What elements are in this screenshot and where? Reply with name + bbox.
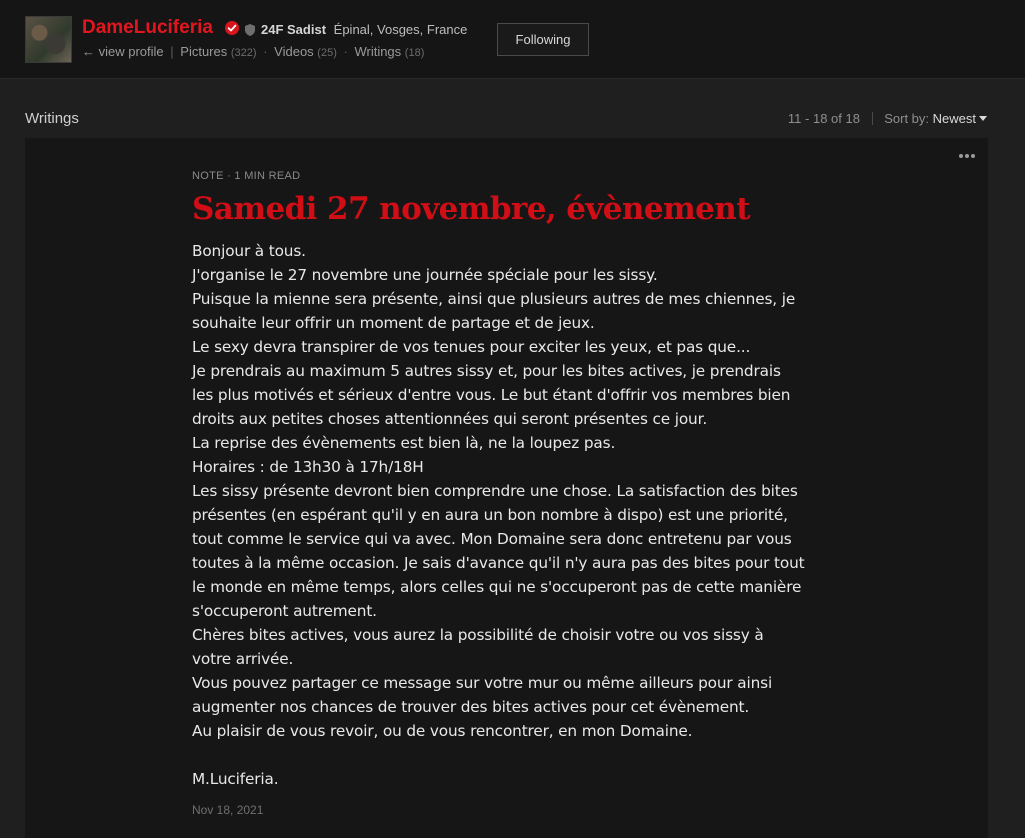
post-body-line: droits aux petites choses attentionnées qui seront présentes ce jour. — [192, 410, 708, 428]
profile-meta — [261, 22, 467, 38]
verified-badge-icon — [225, 21, 239, 35]
view-profile-link[interactable]: ← view profile — [82, 44, 164, 59]
sort-label: Sort by: — [884, 111, 930, 126]
post-body-line: présentes (en espérant qu'il y en aura un bon nombre à dispo) est une priorité, — [192, 506, 788, 524]
pictures-label: Pictures — [180, 44, 228, 59]
location[interactable]: Épinal, Vosges, France — [333, 22, 468, 37]
age-role: 24F Sadist — [261, 22, 327, 37]
writings-link[interactable] — [354, 44, 424, 59]
writings-count: (18) — [404, 47, 425, 59]
post-body-line: toutes à la même occasion. Je sais d'avance qu'il n'y aura pas des bites pour tout — [192, 554, 805, 572]
post-body-line: Je prendrais au maximum 5 autres sissy et, pour les bites actives, je prendrais — [192, 362, 781, 380]
post-kicker: NOTE · 1 MIN READ — [192, 170, 301, 182]
videos-link[interactable] — [274, 44, 337, 59]
post-body — [192, 239, 832, 791]
writing-card — [25, 138, 988, 838]
videos-count: (25) — [317, 47, 337, 59]
post-body-line: Le sexy devra transpirer de vos tenues pour exciter les yeux, et pas que... — [192, 338, 751, 356]
post-body-line: M.Luciferia. — [192, 770, 279, 788]
post-date: Nov 18, 2021 — [192, 803, 264, 817]
post-body-line: souhaite leur offrir un moment de partage et de jeux. — [192, 314, 595, 332]
profile-subnav — [82, 44, 424, 61]
post-body-line: La reprise des évènements est bien là, ne la loupez pas. — [192, 434, 616, 452]
pictures-count: (322) — [230, 47, 257, 59]
post-body-line: tout comme le service qui va avec. Mon Domaine sera donc entretenu par vous — [192, 530, 792, 548]
post-title[interactable]: Samedi 27 novembre, évènement — [192, 191, 750, 227]
pictures-link[interactable] — [180, 44, 256, 59]
post-body-line: Puisque la mienne sera présente, ainsi que plusieurs autres de mes chiennes, je — [192, 290, 796, 308]
separator: · — [263, 44, 268, 59]
pagination-sort — [788, 111, 987, 127]
post-body-line: Bonjour à tous. — [192, 242, 306, 260]
post-body-line: Au plaisir de vous revoir, ou de vous rencontrer, en mon Domaine. — [192, 722, 693, 740]
result-range: 11 - 18 of 18 — [787, 111, 860, 126]
avatar[interactable] — [25, 16, 72, 63]
separator: | — [170, 44, 174, 59]
caret-down-icon — [979, 116, 987, 121]
post-body-line: Chères bites actives, vous aurez la possibilité de choisir votre ou vos sissy à — [192, 626, 764, 644]
post-body-line: Vous pouvez partager ce message sur votre mur ou même ailleurs pour ainsi — [192, 674, 773, 692]
more-options-icon[interactable] — [959, 150, 977, 162]
section-title: Writings — [25, 110, 79, 127]
post-body-line: Horaires : de 13h30 à 17h/18H — [192, 458, 424, 476]
post-body-line: le monde en même temps, alors celles qui ne s'occuperont pas de cette manière — [192, 578, 802, 596]
sort-value: Newest — [932, 111, 976, 126]
separator: · — [343, 44, 348, 59]
post-body-line: s'occuperont autrement. — [192, 602, 377, 620]
post-body-line: augmenter nos chances de trouver des bites actives pour cet évènement. — [192, 698, 750, 716]
videos-label: Videos — [274, 44, 314, 59]
shield-icon — [244, 22, 256, 36]
post-body-line: Les sissy présente devront bien comprendre une chose. La satisfaction des bites — [192, 482, 798, 500]
writings-label: Writings — [354, 44, 402, 59]
divider — [872, 112, 873, 125]
blank-line — [192, 743, 832, 767]
sort-dropdown[interactable] — [933, 111, 987, 126]
profile-header — [0, 0, 1025, 79]
following-button[interactable]: Following — [497, 23, 589, 56]
post-body-line: J'organise le 27 novembre une journée spéciale pour les sissy. — [192, 266, 658, 284]
username-link[interactable]: DameLuciferia — [82, 17, 213, 38]
post-body-line: les plus motivés et sérieux d'entre vous. Le but étant d'offrir vos membres bien — [192, 386, 791, 404]
post-body-line: votre arrivée. — [192, 650, 294, 668]
